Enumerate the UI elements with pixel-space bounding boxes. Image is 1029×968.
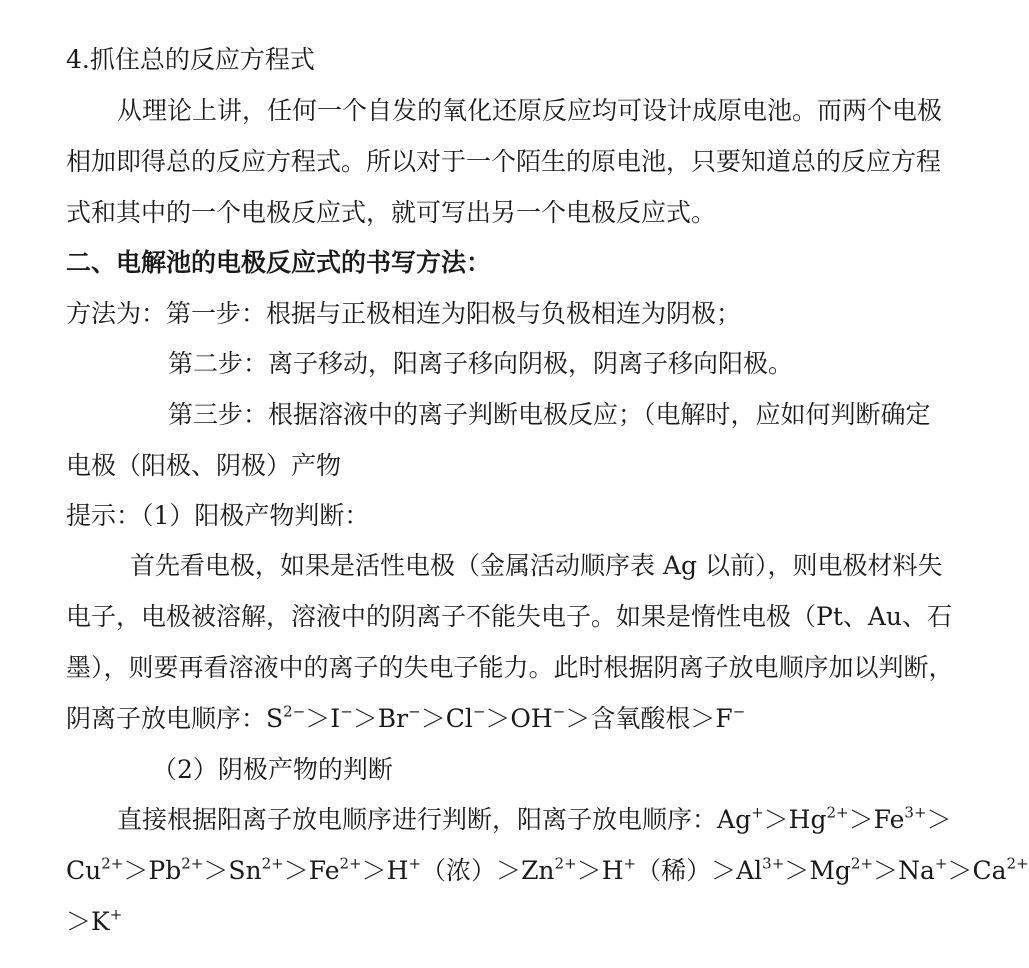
greater-than-sign: ＞ [848, 805, 874, 834]
ion-charge: − [408, 702, 421, 721]
ion-symbol: OH [510, 704, 553, 733]
ion-charge: + [623, 854, 637, 873]
greater-than-sign: ＞ [947, 856, 973, 885]
ion-symbol: Cl [445, 704, 473, 733]
greater-than-sign: ＞ [283, 856, 309, 885]
section-heading-4: 4.抓住总的反应方程式 [66, 45, 315, 74]
ion-charge: 2+ [339, 854, 362, 873]
ion [228, 856, 283, 885]
ion-charge: − [732, 702, 746, 721]
greater-than-sign: ＞ [66, 907, 92, 936]
cation-order-line3 [66, 905, 122, 939]
paragraph-line: 从理论上讲，任何一个自发的氧化还原反应均可设计成原电池。而两个电极 [117, 96, 943, 125]
cation-order-line2 [66, 854, 1029, 888]
ion [809, 856, 873, 885]
method-step1: 第一步：根据与正极相连为阳极与负极相连为阴极； [166, 299, 742, 328]
ion [378, 704, 421, 733]
method-step3-line1: 第三步：根据溶液中的离子判断电极反应；（电解时，应如何判断确定 [168, 400, 931, 429]
greater-than-sign: ＞ [576, 856, 602, 885]
greater-than-sign: ＞ [565, 704, 591, 733]
paragraph-line: 式和其中的一个电极反应式，就可写出另一个电极反应式。 [66, 198, 717, 227]
method-step1-line [66, 297, 741, 331]
ion [330, 704, 352, 733]
ion-charge: 2− [283, 702, 306, 721]
ion [717, 805, 764, 834]
greater-than-sign: ＞ [361, 856, 387, 885]
ion-charge: − [472, 702, 486, 721]
greater-than-sign: ＞ [420, 704, 446, 733]
ion-charge: + [109, 905, 123, 924]
ion [789, 805, 849, 834]
anion-order-label: 阴离子放电顺序： [66, 704, 267, 733]
ion-symbol: Br [377, 704, 409, 733]
ion-symbol: Fe [873, 805, 905, 834]
ion-charge: 2+ [101, 854, 124, 873]
greater-than-sign: ＞ [203, 856, 229, 885]
ion-symbol: S [266, 704, 284, 733]
greater-than-sign: ＞ [352, 704, 378, 733]
ion [309, 856, 362, 885]
greater-than-sign: ＞ [926, 805, 952, 834]
section-heading-electrolysis: 二、电解池的电极反应式的书写方法： [66, 248, 492, 277]
greater-than-sign: ＞ [873, 856, 899, 885]
ion [66, 856, 123, 885]
ion-charge: 3+ [904, 803, 927, 822]
hint-title: 提示：（1）阳极产物判断： [66, 501, 370, 530]
ion [736, 856, 784, 885]
ion [898, 856, 947, 885]
ion [972, 856, 1028, 885]
ion [715, 704, 745, 733]
greater-than-sign: ＞ [496, 856, 522, 885]
ion-symbol: Sn [228, 856, 262, 885]
ion-charge: 2+ [1006, 854, 1029, 873]
ion-charge: − [552, 702, 566, 721]
ion [874, 805, 927, 834]
ion-symbol: I [330, 704, 341, 733]
greater-than-sign: ＞ [123, 856, 149, 885]
ion [510, 704, 565, 733]
greater-than-sign: ＞ [784, 856, 810, 885]
ion-symbol: Cu [66, 856, 102, 885]
greater-than-sign: ＞ [711, 856, 737, 885]
ion-symbol: K [91, 907, 110, 936]
ion [602, 856, 711, 885]
ion-symbol: H [386, 856, 409, 885]
ion-charge: 3+ [762, 854, 785, 873]
ion [446, 704, 486, 733]
ion-symbol: Ca [972, 856, 1007, 885]
ion-symbol: Fe [308, 856, 340, 885]
ion-symbol: Hg [788, 805, 827, 834]
ion [387, 856, 496, 885]
greater-than-sign: ＞ [485, 704, 511, 733]
ion-symbol: Al [736, 856, 763, 885]
ion-symbol: H [601, 856, 624, 885]
ion-charge: 2+ [181, 854, 204, 873]
paragraph-line: 相加即得总的反应方程式。所以对于一个陌生的原电池，只要知道总的反应方程 [66, 147, 942, 176]
oxyacid-radical: 含氧酸根 [590, 704, 691, 733]
method-label: 方法为： [66, 299, 167, 328]
ion [148, 856, 203, 885]
cation-order-text: 直接根据阳离子放电顺序进行判断，阳离子放电顺序： [117, 805, 718, 834]
greater-than-sign: ＞ [305, 704, 331, 733]
ion-symbol: F [715, 704, 733, 733]
ion-symbol: Pb [148, 856, 182, 885]
ion-note: （浓） [421, 856, 497, 885]
ion-charge: 2+ [261, 854, 284, 873]
ion [521, 856, 577, 885]
ion-charge: − [340, 702, 353, 721]
ion-symbol: Zn [521, 856, 555, 885]
hint-paragraph-line: 墨），则要再看溶液中的离子的失电子能力。此时根据阴离子放电顺序加以判断， [66, 653, 954, 682]
anion-ion-series [266, 704, 745, 733]
ion-symbol: Mg [809, 856, 851, 885]
ion-note: （稀） [636, 856, 712, 885]
ion-charge: 2+ [826, 803, 849, 822]
ion-symbol: Na [898, 856, 935, 885]
method-step2: 第二步：离子移动，阳离子移向阴极，阴离子移向阳极。 [168, 349, 794, 378]
ion-charge: + [751, 803, 764, 822]
cation-ion-series [717, 805, 952, 834]
hint-paragraph-line: 首先看电极，如果是活性电极（金属活动顺序表 Ag 以前），则电极材料失 [130, 551, 943, 580]
method-step3-line2: 电极（阳极、阴极）产物 [66, 451, 342, 480]
greater-than-sign: ＞ [690, 704, 716, 733]
ion [266, 704, 305, 733]
anion-order-line [66, 702, 745, 736]
ion-charge: 2+ [554, 854, 577, 873]
ion-charge: 2+ [850, 854, 874, 873]
ion-charge: + [934, 854, 948, 873]
cation-order-line1 [117, 803, 952, 837]
ion-charge: + [408, 854, 422, 873]
greater-than-sign: ＞ [763, 805, 789, 834]
ion-symbol: Ag [717, 805, 752, 834]
cathode-title: （2）阴极产物的判断 [152, 755, 393, 784]
ion [91, 907, 122, 936]
hint-paragraph-line: 电子，电极被溶解，溶液中的阴离子不能失电子。如果是惰性电极（Pt、Au、石 [66, 602, 953, 631]
